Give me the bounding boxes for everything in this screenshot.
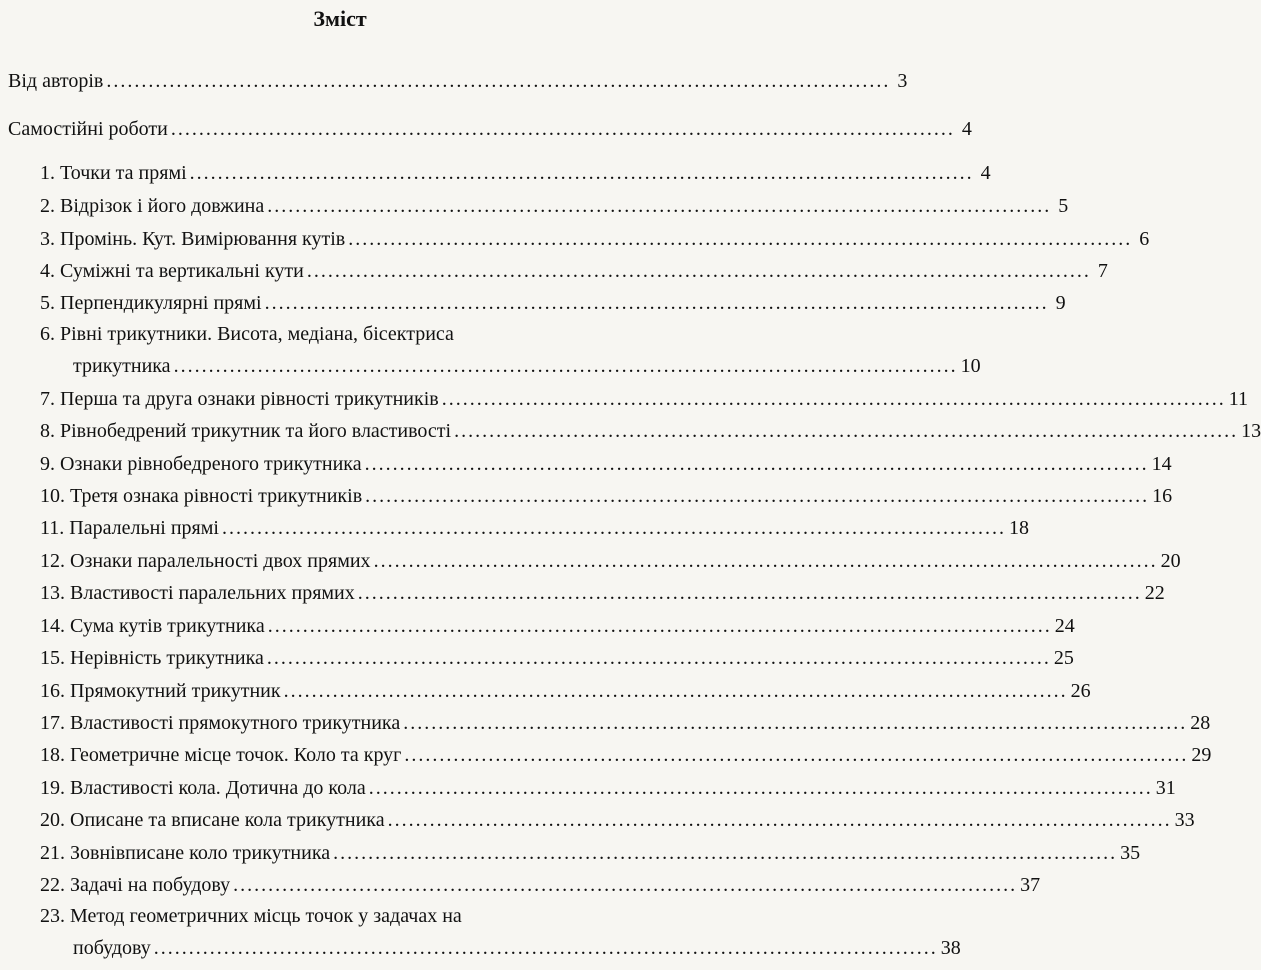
dot-leader: ................................................................................................................ (267, 195, 1052, 217)
entry-label: Від авторів (8, 70, 104, 92)
entry-label: 10. Третя ознака рівності трикутників (40, 485, 363, 507)
entry-page-number: 29 (1191, 744, 1212, 766)
entry-label: 19. Властивості кола. Дотична до кола (40, 777, 366, 799)
entry-label: 6. Рівні трикутники. Висота, медіана, бісектриса (40, 323, 454, 345)
toc-entry[interactable] (0, 481, 1173, 511)
toc-entry[interactable] (0, 319, 981, 383)
toc-entry[interactable] (0, 66, 908, 96)
entry-page-number: 37 (1020, 874, 1041, 896)
toc-entry[interactable] (0, 643, 1074, 673)
entry-page-number: 5 (1058, 195, 1069, 217)
toc-entry[interactable] (0, 191, 1069, 221)
entry-label: 18. Геометричне місце точок. Коло та круг (40, 744, 402, 766)
entry-page-number: 35 (1120, 842, 1141, 864)
dot-leader: ................................................................................................................ (170, 118, 955, 140)
toc-entry[interactable] (0, 384, 1248, 414)
entry-label: 3. Промінь. Кут. Вимірювання кутів (40, 228, 346, 250)
entry-page-number: 4 (961, 118, 972, 140)
toc-entry[interactable] (0, 611, 1075, 641)
toc-entry[interactable] (0, 773, 1176, 803)
toc-entry[interactable] (0, 870, 1041, 900)
toc-entry[interactable] (0, 416, 1261, 446)
entry-page-number: 24 (1054, 615, 1075, 637)
entry-page-number: 14 (1151, 453, 1172, 475)
entry-page-number: 18 (1008, 517, 1029, 539)
dot-leader: ................................................................................................................ (153, 937, 938, 959)
entry-label: 5. Перпендикулярні прямі (40, 292, 262, 314)
entry-label: 17. Властивості прямокутного трикутника (40, 712, 401, 734)
dot-leader: ................................................................................................................ (189, 162, 974, 184)
entry-page-number: 25 (1053, 647, 1074, 669)
entry-label: 7. Перша та друга ознаки рівності трикутників (40, 388, 439, 410)
entry-label: Самостійні роботи (8, 118, 168, 140)
page-title: Зміст (313, 6, 367, 31)
entry-label: 15. Нерівність трикутника (40, 647, 264, 669)
entry-label: 16. Прямокутний трикутник (40, 680, 281, 702)
dot-leader: ................................................................................................................ (454, 420, 1239, 442)
dot-leader: ................................................................................................................ (348, 228, 1133, 250)
dot-leader: ................................................................................................................ (387, 809, 1172, 831)
toc-entry[interactable] (0, 114, 972, 144)
toc-entry[interactable] (0, 578, 1165, 608)
dot-leader: ................................................................................................................ (306, 260, 1091, 282)
toc-entry[interactable] (0, 256, 1108, 286)
dot-leader: ................................................................................................................ (266, 647, 1051, 669)
toc-entry[interactable] (0, 838, 1141, 868)
dot-leader: ................................................................................................................ (267, 615, 1052, 637)
dot-leader: ................................................................................................................ (404, 744, 1189, 766)
dot-leader: ................................................................................................................ (173, 355, 958, 377)
toc-entry[interactable] (0, 676, 1091, 706)
toc-entry[interactable] (0, 449, 1172, 479)
entry-page-number: 33 (1174, 809, 1195, 831)
entry-label: 22. Задачі на побудову (40, 874, 231, 896)
entry-label-continuation: побудову (73, 937, 151, 959)
toc-entry[interactable] (0, 740, 1212, 770)
entry-label: 1. Точки та прямі (40, 162, 187, 184)
entry-page-number: 4 (980, 162, 991, 184)
entry-label-continuation: трикутника (73, 355, 171, 377)
toc-entry[interactable] (0, 901, 961, 965)
toc-entry[interactable] (0, 546, 1181, 576)
dot-leader: ................................................................................................................ (373, 550, 1158, 572)
entry-page-number: 9 (1055, 292, 1066, 314)
entry-page-number: 28 (1190, 712, 1211, 734)
entry-label: 14. Сума кутів трикутника (40, 615, 265, 637)
dot-leader: ................................................................................................................ (233, 874, 1018, 896)
dot-leader: ................................................................................................................ (283, 680, 1068, 702)
dot-leader: ................................................................................................................ (357, 582, 1142, 604)
toc-entry[interactable] (0, 288, 1066, 318)
entry-label: 2. Відрізок і його довжина (40, 195, 265, 217)
dot-leader: ................................................................................................................ (403, 712, 1188, 734)
entry-label: 9. Ознаки рівнобедреного трикутника (40, 453, 362, 475)
dot-leader: ................................................................................................................ (441, 388, 1226, 410)
dot-leader: ................................................................................................................ (333, 842, 1118, 864)
entry-page-number: 26 (1070, 680, 1091, 702)
entry-page-number: 16 (1152, 485, 1173, 507)
entry-page-number: 3 (897, 70, 908, 92)
entry-label: 13. Властивості паралельних прямих (40, 582, 355, 604)
entry-page-number: 13 (1241, 420, 1261, 442)
entry-page-number: 20 (1160, 550, 1181, 572)
entry-page-number: 10 (960, 355, 981, 377)
entry-page-number: 31 (1155, 777, 1176, 799)
dot-leader: ................................................................................................................ (364, 453, 1149, 475)
entry-label: 21. Зовнівписане коло трикутника (40, 842, 331, 864)
toc-entry[interactable] (0, 158, 991, 188)
entry-page-number: 22 (1144, 582, 1165, 604)
entry-label: 23. Метод геометричних місць точок у задачах на (40, 905, 462, 927)
entry-page-number: 6 (1139, 228, 1150, 250)
entry-label: 8. Рівнобедрений трикутник та його властивості (40, 420, 452, 442)
entry-label: 11. Паралельні прямі (40, 517, 219, 539)
dot-leader: ................................................................................................................ (264, 292, 1049, 314)
dot-leader: ................................................................................................................ (221, 517, 1006, 539)
toc-entry[interactable] (0, 224, 1150, 254)
entry-page-number: 38 (940, 937, 961, 959)
dot-leader: ................................................................................................................ (368, 777, 1153, 799)
entry-label: 20. Описане та вписане кола трикутника (40, 809, 385, 831)
entry-label: 12. Ознаки паралельності двох прямих (40, 550, 371, 572)
dot-leader: ................................................................................................................ (106, 70, 891, 92)
toc-entry[interactable] (0, 708, 1211, 738)
toc-entry[interactable] (0, 805, 1195, 835)
entry-page-number: 7 (1097, 260, 1108, 282)
toc-entry[interactable] (0, 513, 1029, 543)
dot-leader: ................................................................................................................ (365, 485, 1150, 507)
entry-label: 4. Суміжні та вертикальні кути (40, 260, 304, 282)
entry-page-number: 11 (1228, 388, 1248, 410)
